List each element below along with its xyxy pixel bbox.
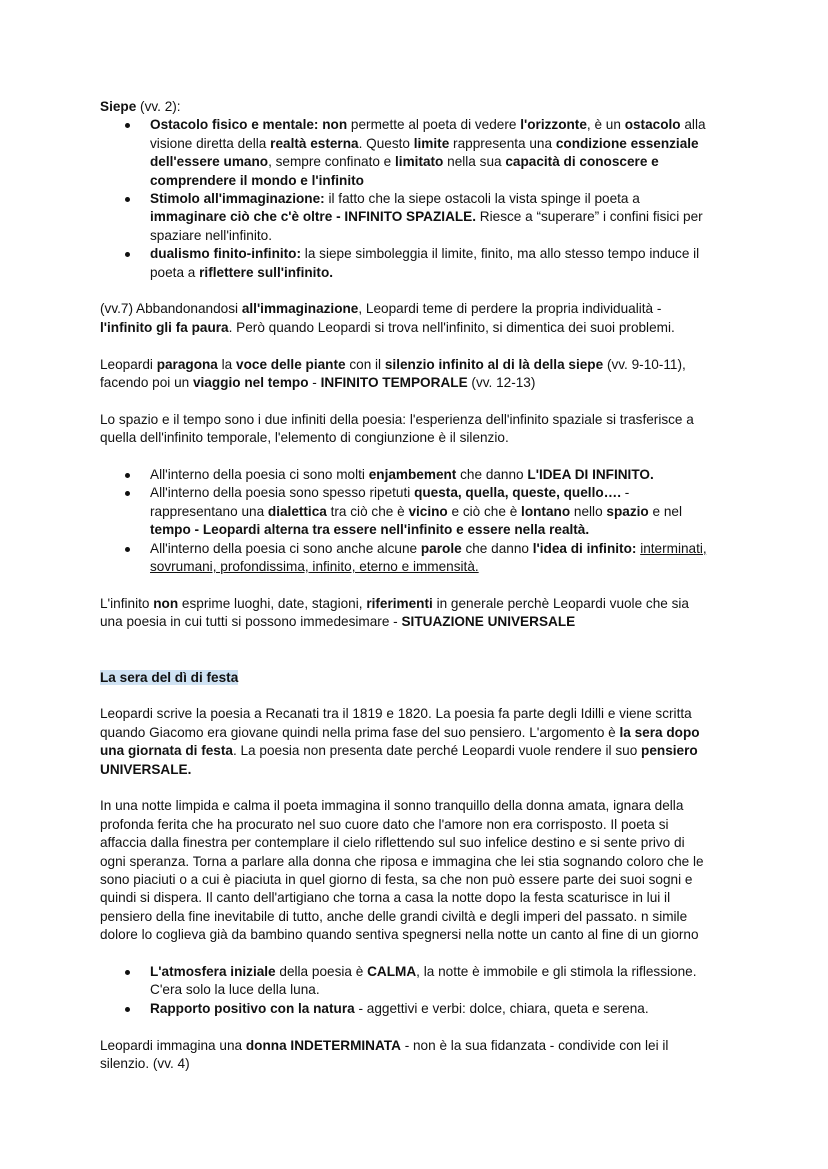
text-run: pensiero UNIVERSALE. (100, 743, 698, 777)
text-run: limitato (395, 154, 444, 170)
text-run: Leopardi scrive la poesia a Recanati tra il 1819 e 1820. La poesia fa parte degli Idilli e viene scritta quando Giacomo era giovane quindi nella prima fase del suo pensiero. L'argomento è (100, 706, 692, 740)
bullet-item (100, 1000, 780, 1018)
text-run: tempo - Leopardi alterna tra essere nell'infinito e essere nella realtà. (150, 522, 590, 538)
text-run: l'orizzonte (520, 117, 587, 133)
document-page (100, 98, 780, 1073)
text-run: nella sua (443, 154, 506, 170)
text-run: Leopardi immagina una (100, 1037, 246, 1053)
text-run: parole (420, 540, 462, 556)
text-run: riferimenti (366, 595, 433, 611)
text-run: La sera del dì di festa (100, 669, 239, 685)
text-run: e ciò che è (447, 503, 522, 519)
text-run: In una notte limpida e calma il poeta immagina il sonno tranquillo della donna amata, ignara della profonda ferita che ha procurato nel suo cuore dato che l'amore non era corrisposto. Il poeta si affaccia dalla finestra per contemplare il cielo riflettendo sul suo infelice destino e si sente privo di ogni speranza. Torna a parlare alla donna che riposa e immagina che lei stia sognando coloro che le sono piaciuti o a cui è piaciuta in quel giorno di festa, sa che non può essere parte dei suoi sogni e quindi si dispera. Il canto dell'artigiano che torna a casa la notte dopo la festa scaturisce in lui il pensiero della fine inevitabile di tutto, anche delle grandi civiltà e degli imperi del passato. n simile dolore lo coglieva già da bambino quando sentiva spegnersi nella notte un canto al fine di un giorno (100, 798, 704, 943)
text-run: - (308, 375, 321, 391)
situazione-universale-paragraph (100, 595, 780, 632)
text-run: che danno (456, 467, 528, 483)
text-run: All'interno della poesia sono spesso ripetuti (150, 485, 415, 501)
bullet-item (100, 116, 780, 190)
text-run: CALMA (367, 963, 417, 979)
bullet-item (100, 466, 780, 484)
text-run: L'IDEA DI INFINITO. (527, 467, 654, 483)
text-run: . Questo (358, 135, 414, 151)
text-run: permette al poeta di vedere (347, 117, 521, 133)
text-run: Siepe (100, 99, 137, 114)
text-run: l'idea di infinito: (532, 540, 637, 556)
text-run: paragona (156, 356, 218, 372)
text-run: , Leopardi teme di perdere la propria individualità - (358, 301, 662, 317)
text-run: Ostacolo fisico e mentale: non (150, 117, 348, 133)
text-run: della poesia è (275, 963, 368, 979)
text-run: . La poesia non presenta date perché Leopardi vuole rendere il suo (232, 743, 642, 759)
text-run: lontano (521, 503, 571, 519)
bullet-item (100, 484, 780, 539)
text-run: voce delle piante (236, 356, 346, 372)
text-run: condizione essenziale dell'essere umano (150, 135, 699, 170)
recanati-paragraph (100, 705, 780, 779)
bullet-item (100, 963, 780, 1000)
text-run: la sera dopo una giornata di festa (100, 724, 700, 759)
text-run: Leopardi (100, 356, 157, 372)
text-run: Stimolo all'immaginazione: (150, 191, 325, 207)
text-run: ostacolo (624, 117, 681, 133)
siepe-bullets (100, 116, 780, 282)
text-run: la (217, 356, 237, 372)
text-run: viaggio nel tempo (192, 375, 309, 391)
text-run: in generale perchè Leopardi vuole che sia una poesia in cui tutti si possono immedesimare - (100, 595, 689, 630)
text-run: e nel (652, 503, 682, 519)
text-run: riflettere sull'infinito. (199, 264, 334, 280)
section-heading-sera-del-di-di-festa (100, 669, 780, 687)
text-run: enjambement (368, 467, 457, 483)
text-run: limite (413, 135, 450, 151)
text-run: donna INDETERMINATA (245, 1037, 401, 1053)
text-run: , sempre confinato e (268, 154, 396, 170)
text-run: dualismo finito-infinito: (150, 246, 302, 262)
bullet-item (100, 245, 780, 282)
text-run: il fatto che la siepe ostacoli la vista spinge il poeta a (328, 191, 640, 207)
text-run: INFINITO TEMPORALE (320, 375, 468, 391)
bullet-item (100, 190, 780, 245)
text-run: esprime luoghi, date, stagioni, (178, 595, 367, 611)
text-run: (vv.7) Abbandonandosi (100, 301, 242, 317)
text-run: non (153, 595, 179, 611)
text-run: dialettica (267, 503, 327, 519)
text-run: realtà esterna (270, 135, 359, 151)
text-run: tra ciò che è (326, 503, 409, 519)
text-run: - non è la sua fidanzata - condivide con lei il silenzio. (vv. 4) (100, 1037, 669, 1071)
notte-limpida-paragraph (100, 797, 780, 944)
text-run: silenzio infinito al di là della siepe (384, 356, 604, 372)
text-run: capacità di conoscere e comprendere il mondo e l'infinito (150, 154, 659, 188)
text-run: con il (345, 356, 385, 372)
text-run: Lo spazio e il tempo sono i due infiniti della poesia: l'esperienza dell'infinito spaziale si trasferisce a quella dell'infinito temporale, l'elemento di congiunzione è il silenzio. (100, 411, 694, 446)
text-run: All'interno della poesia ci sono molti (150, 467, 369, 483)
text-run: All'interno della poesia ci sono anche alcune (150, 540, 421, 556)
bullet-item (100, 540, 780, 577)
text-run: rappresenta una (449, 135, 556, 151)
text-run: (vv. 2): (136, 99, 181, 114)
text-run: L'atmosfera iniziale (150, 963, 276, 979)
text-run: interminati, sovrumani, profondissima, infinito, eterno e immensità. (150, 540, 707, 575)
text-run: che danno (461, 540, 533, 556)
paragona-paragraph (100, 356, 780, 393)
text-run: Riesce a “superare” i confini fisici per spaziare nell'infinito. (150, 209, 703, 243)
text-run: L'infinito (100, 595, 154, 611)
text-run: alla visione diretta della (150, 117, 706, 151)
text-run: . Però quando Leopardi si trova nell'infinito, si dimentica dei suoi problemi. (228, 319, 675, 335)
text-run: immaginare ciò che c'è oltre - INFINITO SPAZIALE. (150, 209, 477, 225)
text-run: , è un (586, 117, 625, 133)
atmosfera-bullets (100, 963, 780, 1018)
text-run: , la notte è immobile e gli stimola la riflessione. C'era solo la luce della luna. (150, 963, 697, 998)
text-run: SITUAZIONE UNIVERSALE (401, 614, 576, 630)
infinito-bullets (100, 466, 780, 576)
text-run: questa, quella, queste, quello…. (414, 485, 622, 501)
siepe-intro (100, 98, 780, 116)
text-run: spazio (606, 503, 649, 519)
spazio-tempo-paragraph (100, 411, 780, 448)
text-run: (vv. 9-10-11), facendo poi un (100, 356, 686, 391)
immaginazione-paragraph (100, 300, 780, 337)
text-run: Rapporto positivo con la natura (150, 1000, 355, 1016)
text-run: la siepe simboleggia il limite, finito, ma allo stesso tempo induce il poeta a (150, 246, 700, 280)
donna-indeterminata-paragraph (100, 1037, 780, 1074)
text-run: l'infinito gli fa paura (100, 319, 229, 335)
text-run: all'immaginazione (241, 301, 359, 317)
text-run: (vv. 12-13) (467, 375, 536, 391)
text-run: - aggettivi e verbi: dolce, chiara, queta e serena. (354, 1000, 649, 1016)
text-run: vicino (408, 503, 448, 519)
text-run: - rappresentano una (150, 485, 630, 519)
text-run: nello (570, 503, 607, 519)
